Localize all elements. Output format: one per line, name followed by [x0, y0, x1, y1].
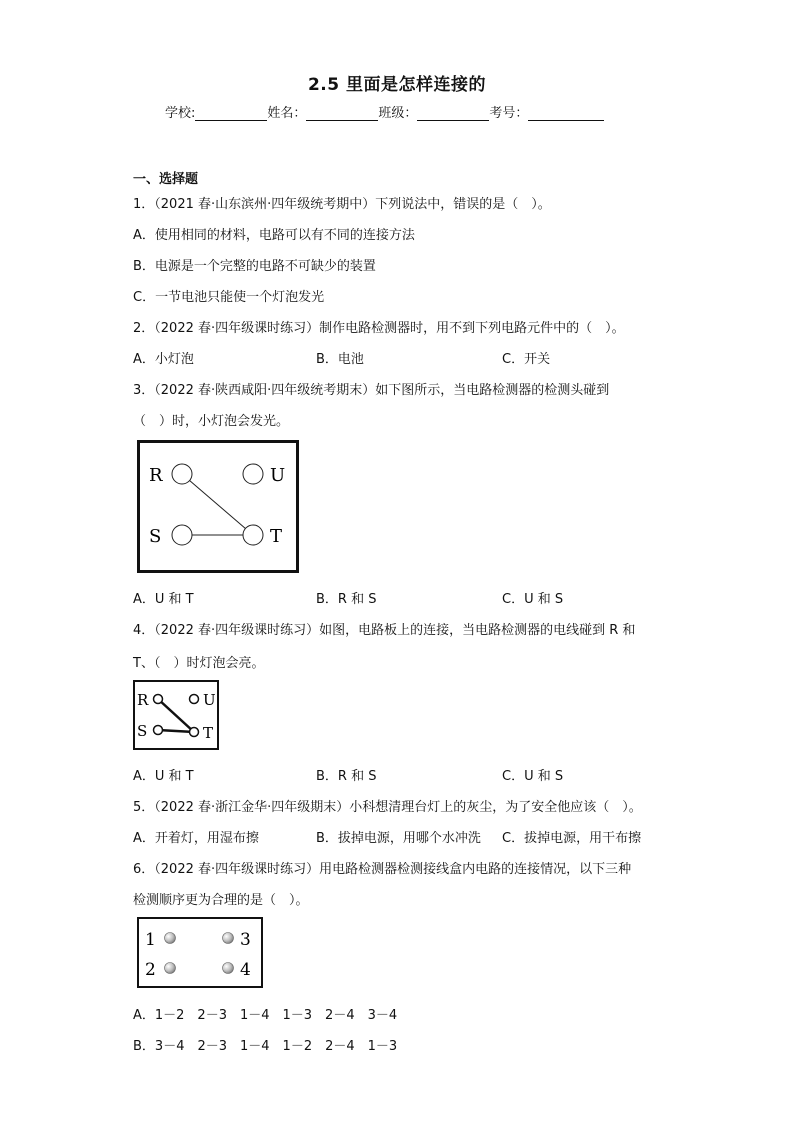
- school-blank[interactable]: [195, 106, 267, 121]
- q4-option-a[interactable]: A．U 和 T: [133, 769, 194, 784]
- terminal-t: [243, 525, 263, 545]
- label-r: R: [149, 465, 163, 486]
- number-blank[interactable]: [528, 106, 604, 121]
- q4-stem-line2: T、（ ）时灯泡会亮。: [133, 656, 265, 671]
- q3-circuit-board-figure: [137, 440, 299, 573]
- q1-option-c[interactable]: C．一节电池只能使一个灯泡发光: [133, 290, 325, 305]
- q6-option-b[interactable]: B．3－4 2－3 1－4 1－2 2－4 1－3: [133, 1039, 398, 1054]
- q5-option-b[interactable]: B．拔掉电源，用哪个水冲洗: [316, 831, 481, 846]
- section-heading: 一、选择题: [133, 172, 199, 187]
- q4-option-c[interactable]: C．U 和 S: [502, 769, 564, 784]
- number-label: 考号：: [489, 106, 529, 121]
- label-s: S: [149, 526, 162, 547]
- q6-option-a[interactable]: A．1－2 2－3 1－4 1－3 2－4 3－4: [133, 1008, 398, 1023]
- q6-stem-line1: 6．（2022 春·四年级课时练习）用电路检测器检测接线盒内电路的连接情况，以下三种: [133, 862, 632, 877]
- name-label: 姓名：: [267, 106, 307, 121]
- board-frame: [139, 442, 298, 572]
- label-r: R: [137, 691, 149, 709]
- terminal-4: [223, 963, 234, 974]
- terminal-1: [165, 933, 176, 944]
- q3-stem-line1: 3．（2022 春·陕西咸阳·四年级统考期末）如下图所示，当电路检测器的检测头碰到: [133, 383, 610, 398]
- terminal-r: [154, 695, 163, 704]
- q1-stem: 1．（2021 春·山东滨州·四年级统考期中）下列说法中，错误的是（ ）。: [133, 197, 551, 212]
- q2-option-a[interactable]: A．小灯泡: [133, 352, 194, 367]
- q5-option-c[interactable]: C．拔掉电源，用干布擦: [502, 831, 642, 846]
- label-t: T: [203, 724, 214, 742]
- label-u: U: [203, 691, 216, 709]
- q3-option-a[interactable]: A．U 和 T: [133, 592, 194, 607]
- q6-junction-box-figure: [137, 917, 263, 988]
- terminal-s: [154, 726, 163, 735]
- q4-option-b[interactable]: B．R 和 S: [316, 769, 377, 784]
- q1-option-b[interactable]: B．电源是一个完整的电路不可缺少的装置: [133, 259, 376, 274]
- terminal-r: [172, 464, 192, 484]
- label-3: 3: [240, 930, 251, 950]
- terminal-u: [190, 695, 199, 704]
- q4-stem-line1: 4．（2022 春·四年级课时练习）如图，电路板上的连接，当电路检测器的电线碰到 R 和: [133, 623, 636, 638]
- student-info: [165, 102, 604, 121]
- label-2: 2: [145, 960, 156, 980]
- q3-option-b[interactable]: B．R 和 S: [316, 592, 377, 607]
- q2-option-b[interactable]: B．电池: [316, 352, 364, 367]
- label-s: S: [137, 722, 148, 740]
- q3-stem-line2: （ ）时，小灯泡会发光。: [133, 414, 290, 429]
- q4-circuit-board-figure: [133, 680, 219, 750]
- q2-stem: 2．（2022 春·四年级课时练习）制作电路检测器时，用不到下列电路元件中的（ ）。: [133, 321, 625, 336]
- name-blank[interactable]: [306, 106, 378, 121]
- label-4: 4: [240, 960, 251, 980]
- q3-option-c[interactable]: C．U 和 S: [502, 592, 564, 607]
- terminal-2: [165, 963, 176, 974]
- terminal-s: [172, 525, 192, 545]
- q6-stem-line2: 检测顺序更为合理的是（ ）。: [133, 893, 309, 908]
- label-1: 1: [145, 930, 156, 950]
- q5-option-a[interactable]: A．开着灯，用湿布擦: [133, 831, 259, 846]
- terminal-t: [190, 728, 199, 737]
- terminal-3: [223, 933, 234, 944]
- q2-option-c[interactable]: C．开关: [502, 352, 551, 367]
- class-blank[interactable]: [417, 106, 489, 121]
- q1-option-a[interactable]: A．使用相同的材料，电路可以有不同的连接方法: [133, 228, 415, 243]
- label-u: U: [270, 465, 286, 486]
- q5-stem: 5．（2022 春·浙江金华·四年级期末）小科想清理台灯上的灰尘，为了安全他应该（ ）。: [133, 800, 642, 815]
- label-t: T: [270, 526, 283, 547]
- class-label: 班级：: [378, 106, 418, 121]
- terminal-u: [243, 464, 263, 484]
- school-label: 学校:: [165, 106, 196, 121]
- page-title: 2.5 里面是怎样连接的: [307, 75, 487, 95]
